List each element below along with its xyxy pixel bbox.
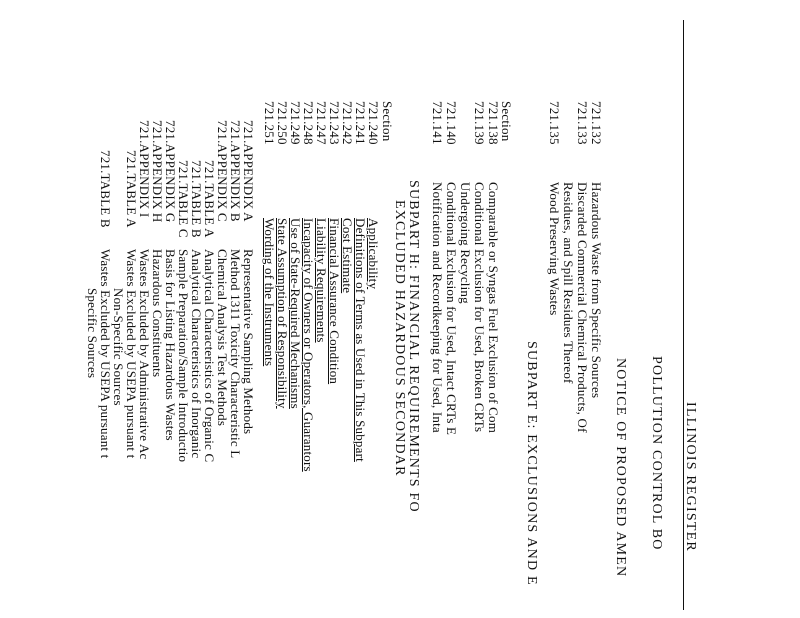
section-title: State Assumption of Responsibility (275, 218, 290, 409)
section-label: Section (380, 101, 395, 142)
section-title: Comparable or Syngas Fuel Exclusion of Com (486, 182, 501, 434)
section-title: Liability Requirements (314, 218, 329, 343)
table-title: Wastes Excluded by USEPA pursuant t (124, 249, 139, 459)
notice-line: NOTICE OF PROPOSED AMEN (613, 358, 628, 578)
board-line: POLLUTION CONTROL BO (649, 356, 664, 551)
subpart-h-heading-line2: EXCLUDED HAZARDOUS SECONDAR (392, 200, 407, 477)
table-label: 721.TABLE A (124, 150, 139, 228)
section-title: Notification and Recordkeeping for Used, Inta (430, 182, 445, 433)
appendix-label: 721.APPENDIX C (215, 120, 230, 222)
section-title: Cost Estimate (340, 218, 355, 294)
section-title: Conditional Exclusion for Used, Broken CRTs (472, 182, 487, 433)
appendix-label: 721.APPENDIX I (137, 120, 152, 218)
section-number: 721.242 (340, 101, 355, 145)
section-number: 721.241 (353, 101, 368, 145)
table-label: 721.TABLE C (176, 160, 191, 238)
appendix-title: Hazardous Constituents (150, 249, 165, 378)
section-number: 721.133 (575, 101, 590, 145)
section-title-continued: Undergoing Recycling (458, 182, 473, 304)
table-title-continued: Non-Specific Sources (111, 288, 126, 406)
section-title: Applicability (366, 218, 381, 290)
section-number: 721.247 (314, 101, 329, 145)
appendix-title: Chemical Analysis Test Methods (215, 249, 230, 427)
section-number: 721.248 (301, 101, 316, 145)
section-title: Wording of the Instruments (262, 218, 277, 367)
table-title: Wastes Excluded by USEPA pursuant t (98, 249, 113, 459)
appendix-label: 721.APPENDIX H (150, 120, 165, 223)
section-title: Wood Preserving Wastes (547, 182, 562, 316)
section-number: 721.250 (275, 101, 290, 145)
appendix-label: 721.APPENDIX A (241, 120, 256, 222)
section-number: 721.243 (327, 101, 342, 145)
appendix-title: Wastes Excluded by Administrative Ac (137, 249, 152, 460)
section-number: 721.249 (288, 101, 303, 145)
table-title: Sample Preparation/Sample Introductio (176, 249, 191, 463)
section-title: Conditional Exclusion for Used, Intact CRTs E (444, 182, 459, 436)
register-title: ILLINOIS REGISTER (683, 402, 698, 552)
appendix-title: Basis for Listing Hazardous Wastes (163, 249, 178, 441)
table-title: Analytical Characteristics of Inorganic (189, 249, 204, 459)
section-number: 721.140 (444, 101, 459, 145)
table-title: Analytical Characteristics of Organic C (202, 249, 217, 463)
section-title: Use of State-Required Mechanisms (288, 218, 303, 409)
section-number: 721.240 (366, 101, 381, 145)
appendix-title: Representative Sampling Methods (241, 249, 256, 435)
section-label: Section (499, 101, 514, 142)
section-title: Definitions of Terms as Used in This Subpart (353, 218, 368, 462)
table-label: 721.TABLE A (202, 160, 217, 238)
section-title: Incapacity of Owners or Operators, Guarantors (301, 218, 316, 472)
appendix-label: 721.APPENDIX B (228, 120, 243, 222)
section-title-continued: Residues, and Spill Residues Thereof (561, 182, 576, 384)
section-title: Discarded Commercial Chemical Products, Of (575, 182, 590, 433)
section-number: 721.135 (547, 101, 562, 145)
section-number: 721.138 (486, 101, 501, 145)
table-label: 721.TABLE B (189, 160, 204, 238)
table-label: 721.TABLE B (98, 150, 113, 228)
appendix-title: Method 1311 Toxicity Characteristic L (228, 249, 243, 459)
section-number: 721.251 (262, 101, 277, 145)
section-title: Financial Assurance Condition (327, 218, 342, 385)
section-number: 721.132 (589, 101, 604, 145)
subpart-h-heading-line1: SUBPART H: FINANCIAL REQUIREMENTS FO (406, 180, 421, 513)
table-title-continued: Specific Sources (85, 288, 100, 379)
section-number: 721.139 (472, 101, 487, 145)
section-number: 721.141 (430, 101, 445, 145)
section-title: Hazardous Waste from Specific Sources (589, 182, 604, 399)
appendix-label: 721.APPENDIX G (163, 120, 178, 223)
subpart-e-heading: SUBPART E: EXCLUSIONS AND E (524, 341, 539, 586)
